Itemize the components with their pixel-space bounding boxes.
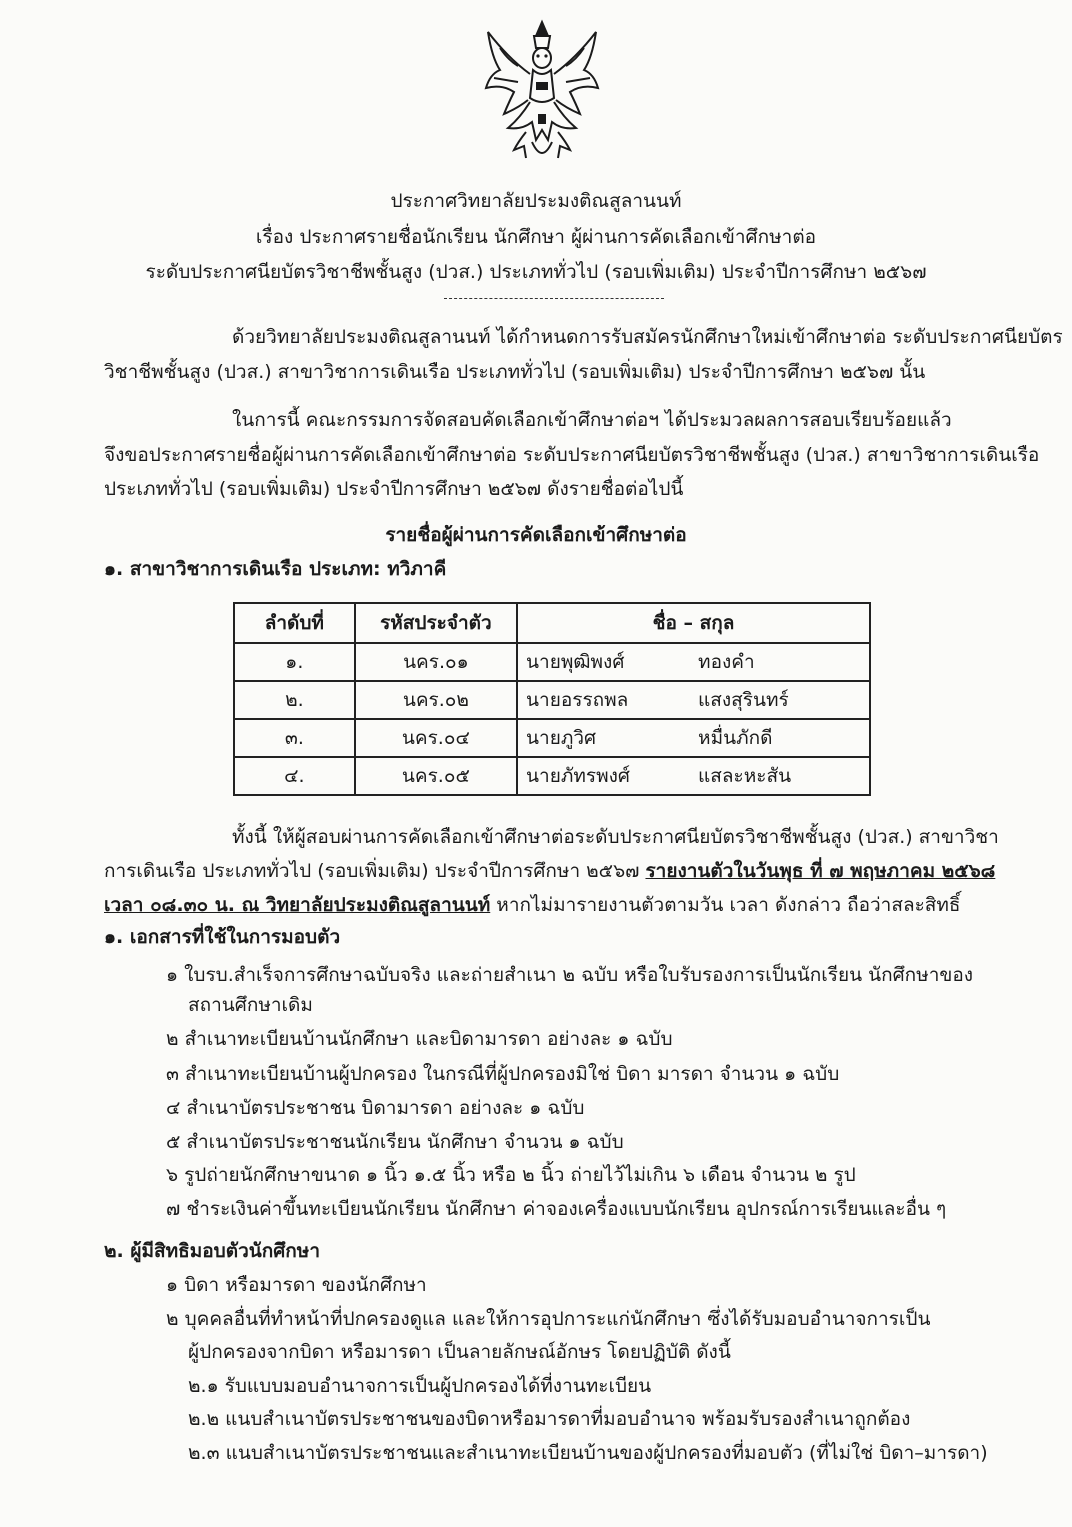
list-item: ๒ บุคคลอื่นที่ทำหน้าที่ปกครองดูแล และให้การอุปการะแก่นักศึกษา ซึ่งได้รับมอบอำนาจการเป็น [166, 1308, 931, 1330]
cell-order: ๑. [234, 643, 355, 681]
garuda-emblem-icon [478, 18, 606, 168]
list-title: รายชื่อผู้ผ่านการคัดเลือกเข้าศึกษาต่อ [385, 524, 687, 546]
cell-order: ๔. [234, 757, 355, 795]
list-item: ๒ สำเนาทะเบียนบ้านนักศึกษา และบิดามารดา อย่างละ ๑ ฉบับ [166, 1028, 673, 1050]
list-item: ๕ สำเนาบัตรประชาชนนักเรียน นักศึกษา จำนวน ๑ ฉบับ [166, 1131, 624, 1153]
announcement-subject: เรื่อง ประกาศรายชื่อนักเรียน นักศึกษา ผู้ผ่านการคัดเลือกเข้าศึกษาต่อ [255, 226, 817, 248]
report-time-place: เวลา ๐๘.๓๐ น. ณ วิทยาลัยประมงติณสูลานนท์ [104, 894, 491, 916]
list-item: ๓ สำเนาทะเบียนบ้านผู้ปกครอง ในกรณีที่ผู้ปกครองมิใช่ บิดา มารดา จำนวน ๑ ฉบับ [166, 1063, 840, 1085]
cell-name [517, 681, 870, 719]
column-header-id: รหัสประจำตัว [355, 603, 517, 643]
column-header-order: ลำดับที่ [234, 603, 355, 643]
cell-id: นคร.๐๕ [355, 757, 517, 795]
first-name: นายภูวิศ [526, 727, 597, 749]
cell-id: นคร.๐๔ [355, 719, 517, 757]
list-item: ๔ สำเนาบัตรประชาชน บิดามารดา อย่างละ ๑ ฉบับ [166, 1097, 585, 1119]
list-item: ๒.๒ แนบสำเนาบัตรประชาชนของบิดาหรือมารดาที่มอบอำนาจ พร้อมรับรองสำเนาถูกต้อง [188, 1408, 911, 1430]
table-header-row [234, 603, 870, 643]
table-row [234, 681, 870, 719]
first-name: นายภัทรพงศ์ [526, 765, 630, 787]
cell-name [517, 719, 870, 757]
forfeit-text: หากไม่มารายงานตัวตามวัน เวลา ดังกล่าว ถือว่าสละสิทธิ์ [490, 894, 961, 916]
cell-name [517, 643, 870, 681]
paragraph-report-line1: ทั้งนี้ ให้ผู้สอบผ่านการคัดเลือกเข้าศึกษาต่อระดับประกาศนียบัตรวิชาชีพชั้นสูง (ปวส.) สาขาวิชา [232, 826, 999, 848]
cell-order: ๓. [234, 719, 355, 757]
announcement-level: ระดับประกาศนียบัตรวิชาชีพชั้นสูง (ปวส.) ประเภททั่วไป (รอบเพิ่มเติม) ประจำปีการศึกษา ๒๕๖๗ [145, 261, 927, 283]
list-item: ๑ บิดา หรือมารดา ของนักศึกษา [166, 1274, 427, 1296]
paragraph-result-line2: จึงขอประกาศรายชื่อผู้ผ่านการคัดเลือกเข้าศึกษาต่อ ระดับประกาศนียบัตรวิชาชีพชั้นสูง (ปวส.) สาขาวิชาการเดินเรือ [104, 444, 1040, 466]
list-item: ผู้ปกครองจากบิดา หรือมารดา เป็นลายลักษณ์อักษร โดยปฏิบัติ ดังนี้ [188, 1341, 731, 1363]
rights-section-title: ๒. ผู้มีสิทธิมอบตัวนักศึกษา [104, 1240, 320, 1262]
list-item: ๒.๓ แนบสำเนาบัตรประชาชนและสำเนาทะเบียนบ้านของผู้ปกครองที่มอบตัว (ที่ไม่ใช่ บิดา–มารดา) [188, 1442, 988, 1464]
heading-separator [444, 298, 664, 299]
last-name: แสงสุรินทร์ [698, 689, 789, 711]
list-item: ๒.๑ รับแบบมอบอำนาจการเป็นผู้ปกครองได้ที่งานทะเบียน [188, 1375, 652, 1397]
report-text: การเดินเรือ ประเภททั่วไป (รอบเพิ่มเติม) ประจำปีการศึกษา ๒๕๖๗ [104, 860, 646, 882]
documents-section-title: ๑. เอกสารที่ใช้ในการมอบตัว [104, 926, 341, 948]
list-item: สถานศึกษาเดิม [188, 994, 313, 1016]
first-name: นายอรรถพล [526, 689, 629, 711]
major-section-title: ๑. สาขาวิชาการเดินเรือ ประเภท: ทวิภาคี [104, 558, 447, 580]
paragraph-result-line3: ประเภททั่วไป (รอบเพิ่มเติม) ประจำปีการศึกษา ๒๕๖๗ ดังรายชื่อต่อไปนี้ [104, 478, 684, 500]
table-row [234, 719, 870, 757]
paragraph-report-line2 [104, 856, 995, 886]
paragraph-intro-line1: ด้วยวิทยาลัยประมงติณสูลานนท์ ได้กำหนดการรับสมัครนักศึกษาใหม่เข้าศึกษาต่อ ระดับประกาศนียบัตร [232, 326, 1063, 348]
announcement-heading: ประกาศวิทยาลัยประมงติณสูลานนท์ [390, 190, 682, 212]
column-header-name: ชื่อ – สกุล [517, 603, 870, 643]
table-row [234, 757, 870, 795]
cell-name [517, 757, 870, 795]
last-name: หมื่นภักดี [698, 727, 773, 749]
report-date: รายงานตัวในวันพุธ ที่ ๗ พฤษภาคม ๒๕๖๘ [645, 860, 996, 882]
cell-id: นคร.๐๑ [355, 643, 517, 681]
paragraph-intro-line2: วิชาชีพชั้นสูง (ปวส.) สาขาวิชาการเดินเรือ ประเภททั่วไป (รอบเพิ่มเติม) ประจำปีการศึกษา ๒๕๖๗ นั้น [104, 361, 926, 383]
paragraph-result-line1: ในการนี้ คณะกรรมการจัดสอบคัดเลือกเข้าศึกษาต่อฯ ได้ประมวลผลการสอบเรียบร้อยแล้ว [232, 409, 952, 431]
cell-id: นคร.๐๒ [355, 681, 517, 719]
list-item: ๗ ชำระเงินค่าขึ้นทะเบียนนักเรียน นักศึกษา ค่าจองเครื่องแบบนักเรียน อุปกรณ์การเรียนและอื่น ๆ [166, 1198, 947, 1220]
list-item: ๑ ใบรบ.สำเร็จการศึกษาฉบับจริง และถ่ายสำเนา ๒ ฉบับ หรือใบรับรองการเป็นนักเรียน นักศึกษาของ [166, 964, 974, 986]
admitted-students-table [233, 602, 871, 796]
paragraph-report-line3 [104, 890, 961, 920]
list-item: ๖ รูปถ่ายนักศึกษาขนาด ๑ นิ้ว ๑.๕ นิ้ว หรือ ๒ นิ้ว ถ่ายไว้ไม่เกิน ๖ เดือน จำนวน ๒ รูป [166, 1164, 856, 1186]
cell-order: ๒. [234, 681, 355, 719]
table-row [234, 643, 870, 681]
last-name: แสละหะสัน [698, 765, 792, 787]
last-name: ทองคำ [698, 651, 755, 673]
first-name: นายพุฒิพงศ์ [526, 651, 625, 673]
